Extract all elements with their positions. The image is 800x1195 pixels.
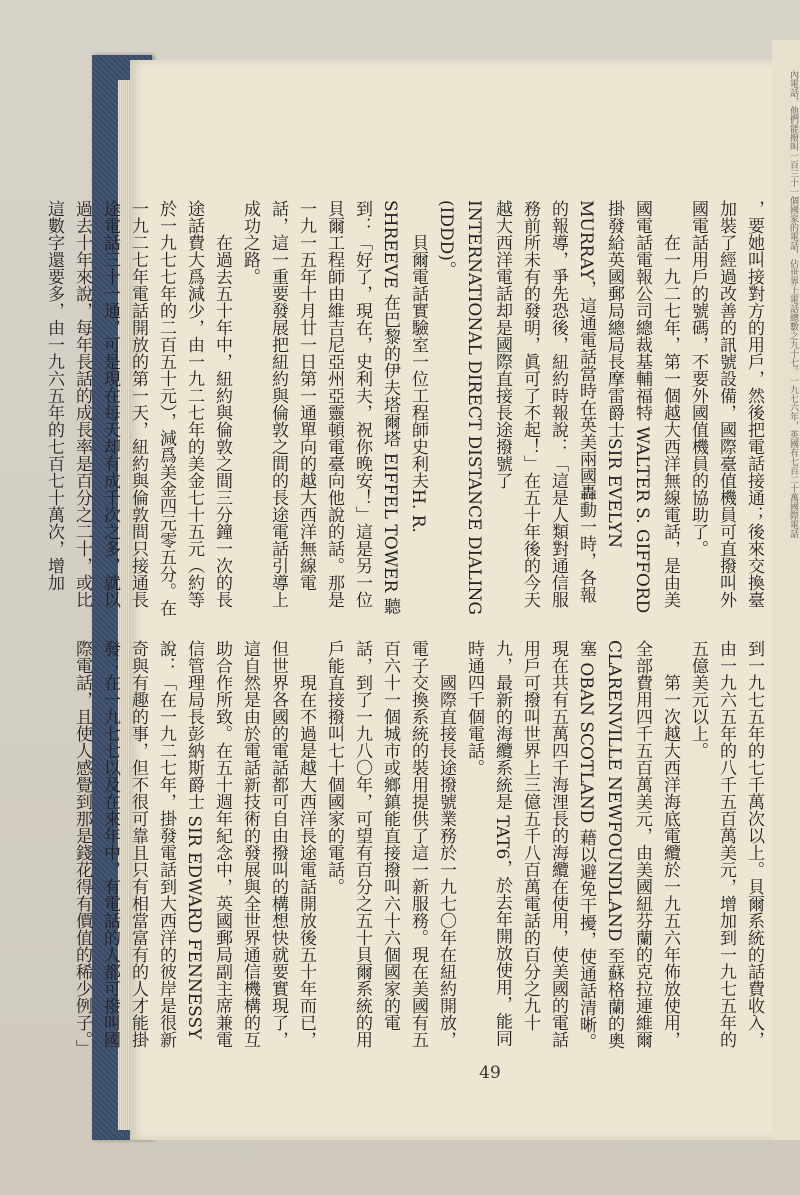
paragraph: 在一九二七年，第一個越大西洋無線電話，是由美國電話電報公司總裁基輔福特 WALTER S. GIFFORD掛發給英國郵局總局長摩雷爵士SIR EVELYN MURRAY，這通電話當時在英美兩國轟動一時，各報的報導，爭先恐後，紐約時報說：「這是人類對通信服務前所未有的發明，眞可了不起！」在五十年後的今天越大西洋電話却是國際直接長途撥號了 INTERNATIONAL DIRECT DISTANCE DIALING (IDDD)。 (436, 200, 680, 615)
paragraph: 貝爾電話實驗室一位工程師史利夫H. R. SHREEVE 在巴黎的伊夫塔爾塔 EIFFEL TOWER 聽到：「好了，現在，史利夫，祝你晚安！」這是另一位貝爾工程師由維吉尼亞州亞靈頓電臺向他說的話。那是一九一五年十月廿一日第一通單向的越大西洋無線電話，這一重要發展把紐約與倫敦之間的長途電話引導上成功之路。 (240, 200, 428, 615)
adjacent-page-strip (772, 40, 800, 1140)
paragraph: 第一次越大西洋海底電纜於一九五六年佈放使用，全部費用四千五百萬美元，由美國紐芬蘭的克拉連維爾CLARENVILLE NEWFOUNDLAND 至蘇格蘭的奧塞 OBAN SCOTLAND 藉以避免干擾，使通話清晰。現在共有五萬四千海浬長的海纜在使用，使美國的電話用戶可撥叫世界上三億五千八百萬電話的百分之九十九，最新的海纜系統是 TAT6，於去年開放使用，能同時通四千個電話。 (464, 640, 680, 1050)
paragraph: ，要她叫接對方的用戶，然後把電話接通；後來交換臺加裝了經過改善的訊號設備，國際臺值機員可直撥叫外國電話用戶的號碼，不要外國值機員的協助了。 (688, 200, 764, 608)
paragraph: 在過去五十年中，紐約與倫敦之間三分鐘一次的長途話費大爲減少，由一九二七年的美金七十五元（約等於一九七七年的二百五十元），減爲美金四元零五分。在一九二七年電話開放的第一天，紐約與倫敦間只接通長途電話三十一通，可是現在每天却有成千次之多，就以過去十年來說，每年長話的成長率是百分之二十，或比這數字還要多，由一九六五年的七百七十萬次，增加 (44, 200, 232, 617)
lower-text-block (72, 640, 768, 1060)
paragraph: 現在不過是越大西洋長途電話開放後五十年而已，但世界各國的電話都可自由撥叫的構想快就要實現了，這自然是由於電話新技術的發展與全世界通信機構的互助合作所致。在五十週年紀念中，英國郵局副主席兼電信管理局長彭納斯爵士 SIR EDWARD FENNESSY 說：「在一九二七年，掛發電話到大西洋的彼岸是很新奇與有趣的事，但不很可靠且只有相當富有的人才能掛發；在一九七七以及在來年中，有電話的人都可撥叫國際電話，且使人感覺到那是錢花得有價值的稀少例子。」 (72, 640, 316, 1057)
page-number: 49 (479, 1063, 501, 1083)
paragraph: 國際直接長途撥號業務於一九七〇年在紐約開放，電子交換系統的裝用提供了這一新服務。現在美國有五百六十一個城市或鄉鎮能直接撥叫六十六個國家的電話，到了一九八〇年，可望有百分之五十貝爾系統的用戶能直接撥叫七十個國家的電話。 (324, 640, 456, 1048)
upper-text-block (44, 200, 768, 620)
adjacent-page-text: 內電話，他們能撥叫一百三十一個國家的電話，佔世界上電話總數之九十七。一九七六年，英國有七百二十萬國際電話 (788, 70, 798, 538)
paragraph: 到一九七五年的七千萬次以上。貝爾系統的話費收入，由一九六五年的八千五百萬美元，增加到一九七五年的五億美元以上。 (688, 640, 764, 1048)
